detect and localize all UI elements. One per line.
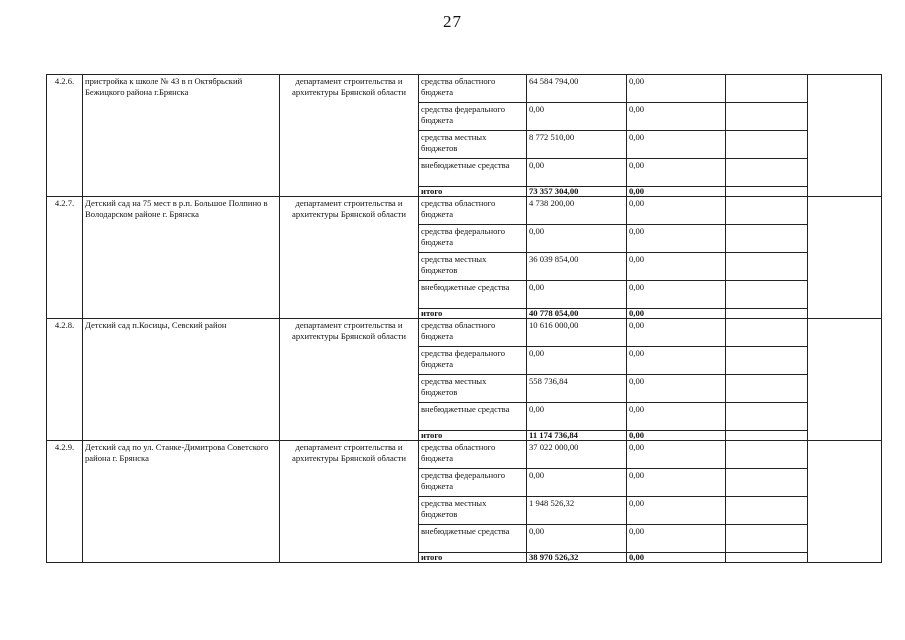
funding-row: [47, 75, 882, 103]
executor: департамент строительства и архитектуры Брянской области: [280, 197, 419, 319]
total-second-value: 0,00: [627, 431, 726, 441]
empty-cell: [726, 319, 808, 347]
second-value: 0,00: [627, 403, 726, 431]
second-value: 0,00: [627, 441, 726, 469]
total-label: итого: [419, 553, 527, 563]
funding-source: средства федерального бюджета: [419, 469, 527, 497]
total-amount: 38 970 526,32: [527, 553, 627, 563]
funding-amount: 64 584 794,00: [527, 75, 627, 103]
second-value: 0,00: [627, 197, 726, 225]
empty-cell: [726, 187, 808, 197]
total-amount: 40 778 054,00: [527, 309, 627, 319]
funding-source: средства федерального бюджета: [419, 225, 527, 253]
budget-table: [46, 74, 882, 563]
empty-cell: [808, 319, 882, 441]
second-value: 0,00: [627, 281, 726, 309]
budget-table-body: [47, 75, 882, 563]
page-number: 27: [443, 12, 462, 31]
empty-cell: [726, 159, 808, 187]
empty-cell: [726, 553, 808, 563]
funding-source: средства федерального бюджета: [419, 347, 527, 375]
second-value: 0,00: [627, 253, 726, 281]
empty-cell: [726, 375, 808, 403]
funding-row: [47, 441, 882, 469]
empty-cell: [726, 347, 808, 375]
total-second-value: 0,00: [627, 309, 726, 319]
item-number: 4.2.8.: [47, 319, 83, 441]
funding-source: средства федерального бюджета: [419, 103, 527, 131]
second-value: 0,00: [627, 497, 726, 525]
funding-source: средства местных бюджетов: [419, 253, 527, 281]
object-name: Детский сад на 75 мест в р.п. Большое Полпино в Володарском районе г. Брянска: [83, 197, 280, 319]
empty-cell: [726, 441, 808, 469]
funding-source: внебюджетные средства: [419, 159, 527, 187]
funding-source: средства местных бюджетов: [419, 375, 527, 403]
empty-cell: [726, 497, 808, 525]
funding-amount: 0,00: [527, 103, 627, 131]
item-number: 4.2.9.: [47, 441, 83, 563]
empty-cell: [726, 525, 808, 553]
funding-source: внебюджетные средства: [419, 525, 527, 553]
funding-source: средства областного бюджета: [419, 75, 527, 103]
object-name: Детский сад п.Косицы, Севский район: [83, 319, 280, 441]
funding-source: средства областного бюджета: [419, 197, 527, 225]
second-value: 0,00: [627, 375, 726, 403]
empty-cell: [808, 197, 882, 319]
funding-amount: 8 772 510,00: [527, 131, 627, 159]
funding-amount: 0,00: [527, 403, 627, 431]
second-value: 0,00: [627, 131, 726, 159]
empty-cell: [726, 309, 808, 319]
total-label: итого: [419, 309, 527, 319]
total-second-value: 0,00: [627, 187, 726, 197]
empty-cell: [808, 75, 882, 197]
object-name: пристройка к школе № 43 в п Октябрьский Бежицкого района г.Брянска: [83, 75, 280, 197]
funding-source: средства областного бюджета: [419, 441, 527, 469]
second-value: 0,00: [627, 469, 726, 497]
funding-amount: 1 948 526,32: [527, 497, 627, 525]
empty-cell: [726, 253, 808, 281]
executor: департамент строительства и архитектуры Брянской области: [280, 319, 419, 441]
funding-amount: 4 738 200,00: [527, 197, 627, 225]
empty-cell: [726, 197, 808, 225]
funding-amount: 0,00: [527, 347, 627, 375]
funding-amount: 0,00: [527, 225, 627, 253]
funding-source: внебюджетные средства: [419, 403, 527, 431]
total-label: итого: [419, 431, 527, 441]
second-value: 0,00: [627, 525, 726, 553]
funding-amount: 10 616 000,00: [527, 319, 627, 347]
funding-row: [47, 319, 882, 347]
funding-amount: 0,00: [527, 469, 627, 497]
funding-amount: 36 039 854,00: [527, 253, 627, 281]
funding-amount: 0,00: [527, 159, 627, 187]
empty-cell: [726, 431, 808, 441]
funding-amount: 558 736,84: [527, 375, 627, 403]
empty-cell: [726, 403, 808, 431]
total-label: итого: [419, 187, 527, 197]
item-number: 4.2.6.: [47, 75, 83, 197]
funding-source: внебюджетные средства: [419, 281, 527, 309]
funding-amount: 0,00: [527, 525, 627, 553]
funding-source: средства местных бюджетов: [419, 497, 527, 525]
second-value: 0,00: [627, 103, 726, 131]
empty-cell: [726, 225, 808, 253]
empty-cell: [808, 441, 882, 563]
second-value: 0,00: [627, 225, 726, 253]
empty-cell: [726, 469, 808, 497]
second-value: 0,00: [627, 319, 726, 347]
second-value: 0,00: [627, 347, 726, 375]
second-value: 0,00: [627, 159, 726, 187]
funding-row: [47, 197, 882, 225]
empty-cell: [726, 75, 808, 103]
total-second-value: 0,00: [627, 553, 726, 563]
empty-cell: [726, 131, 808, 159]
funding-amount: 37 022 000,00: [527, 441, 627, 469]
empty-cell: [726, 103, 808, 131]
total-amount: 11 174 736,84: [527, 431, 627, 441]
executor: департамент строительства и архитектуры Брянской области: [280, 441, 419, 563]
executor: департамент строительства и архитектуры Брянской области: [280, 75, 419, 197]
second-value: 0,00: [627, 75, 726, 103]
funding-amount: 0,00: [527, 281, 627, 309]
item-number: 4.2.7.: [47, 197, 83, 319]
funding-source: средства местных бюджетов: [419, 131, 527, 159]
total-amount: 73 357 304,00: [527, 187, 627, 197]
object-name: Детский сад по ул. Станке-Димитрова Советского района г. Брянска: [83, 441, 280, 563]
empty-cell: [726, 281, 808, 309]
funding-source: средства областного бюджета: [419, 319, 527, 347]
